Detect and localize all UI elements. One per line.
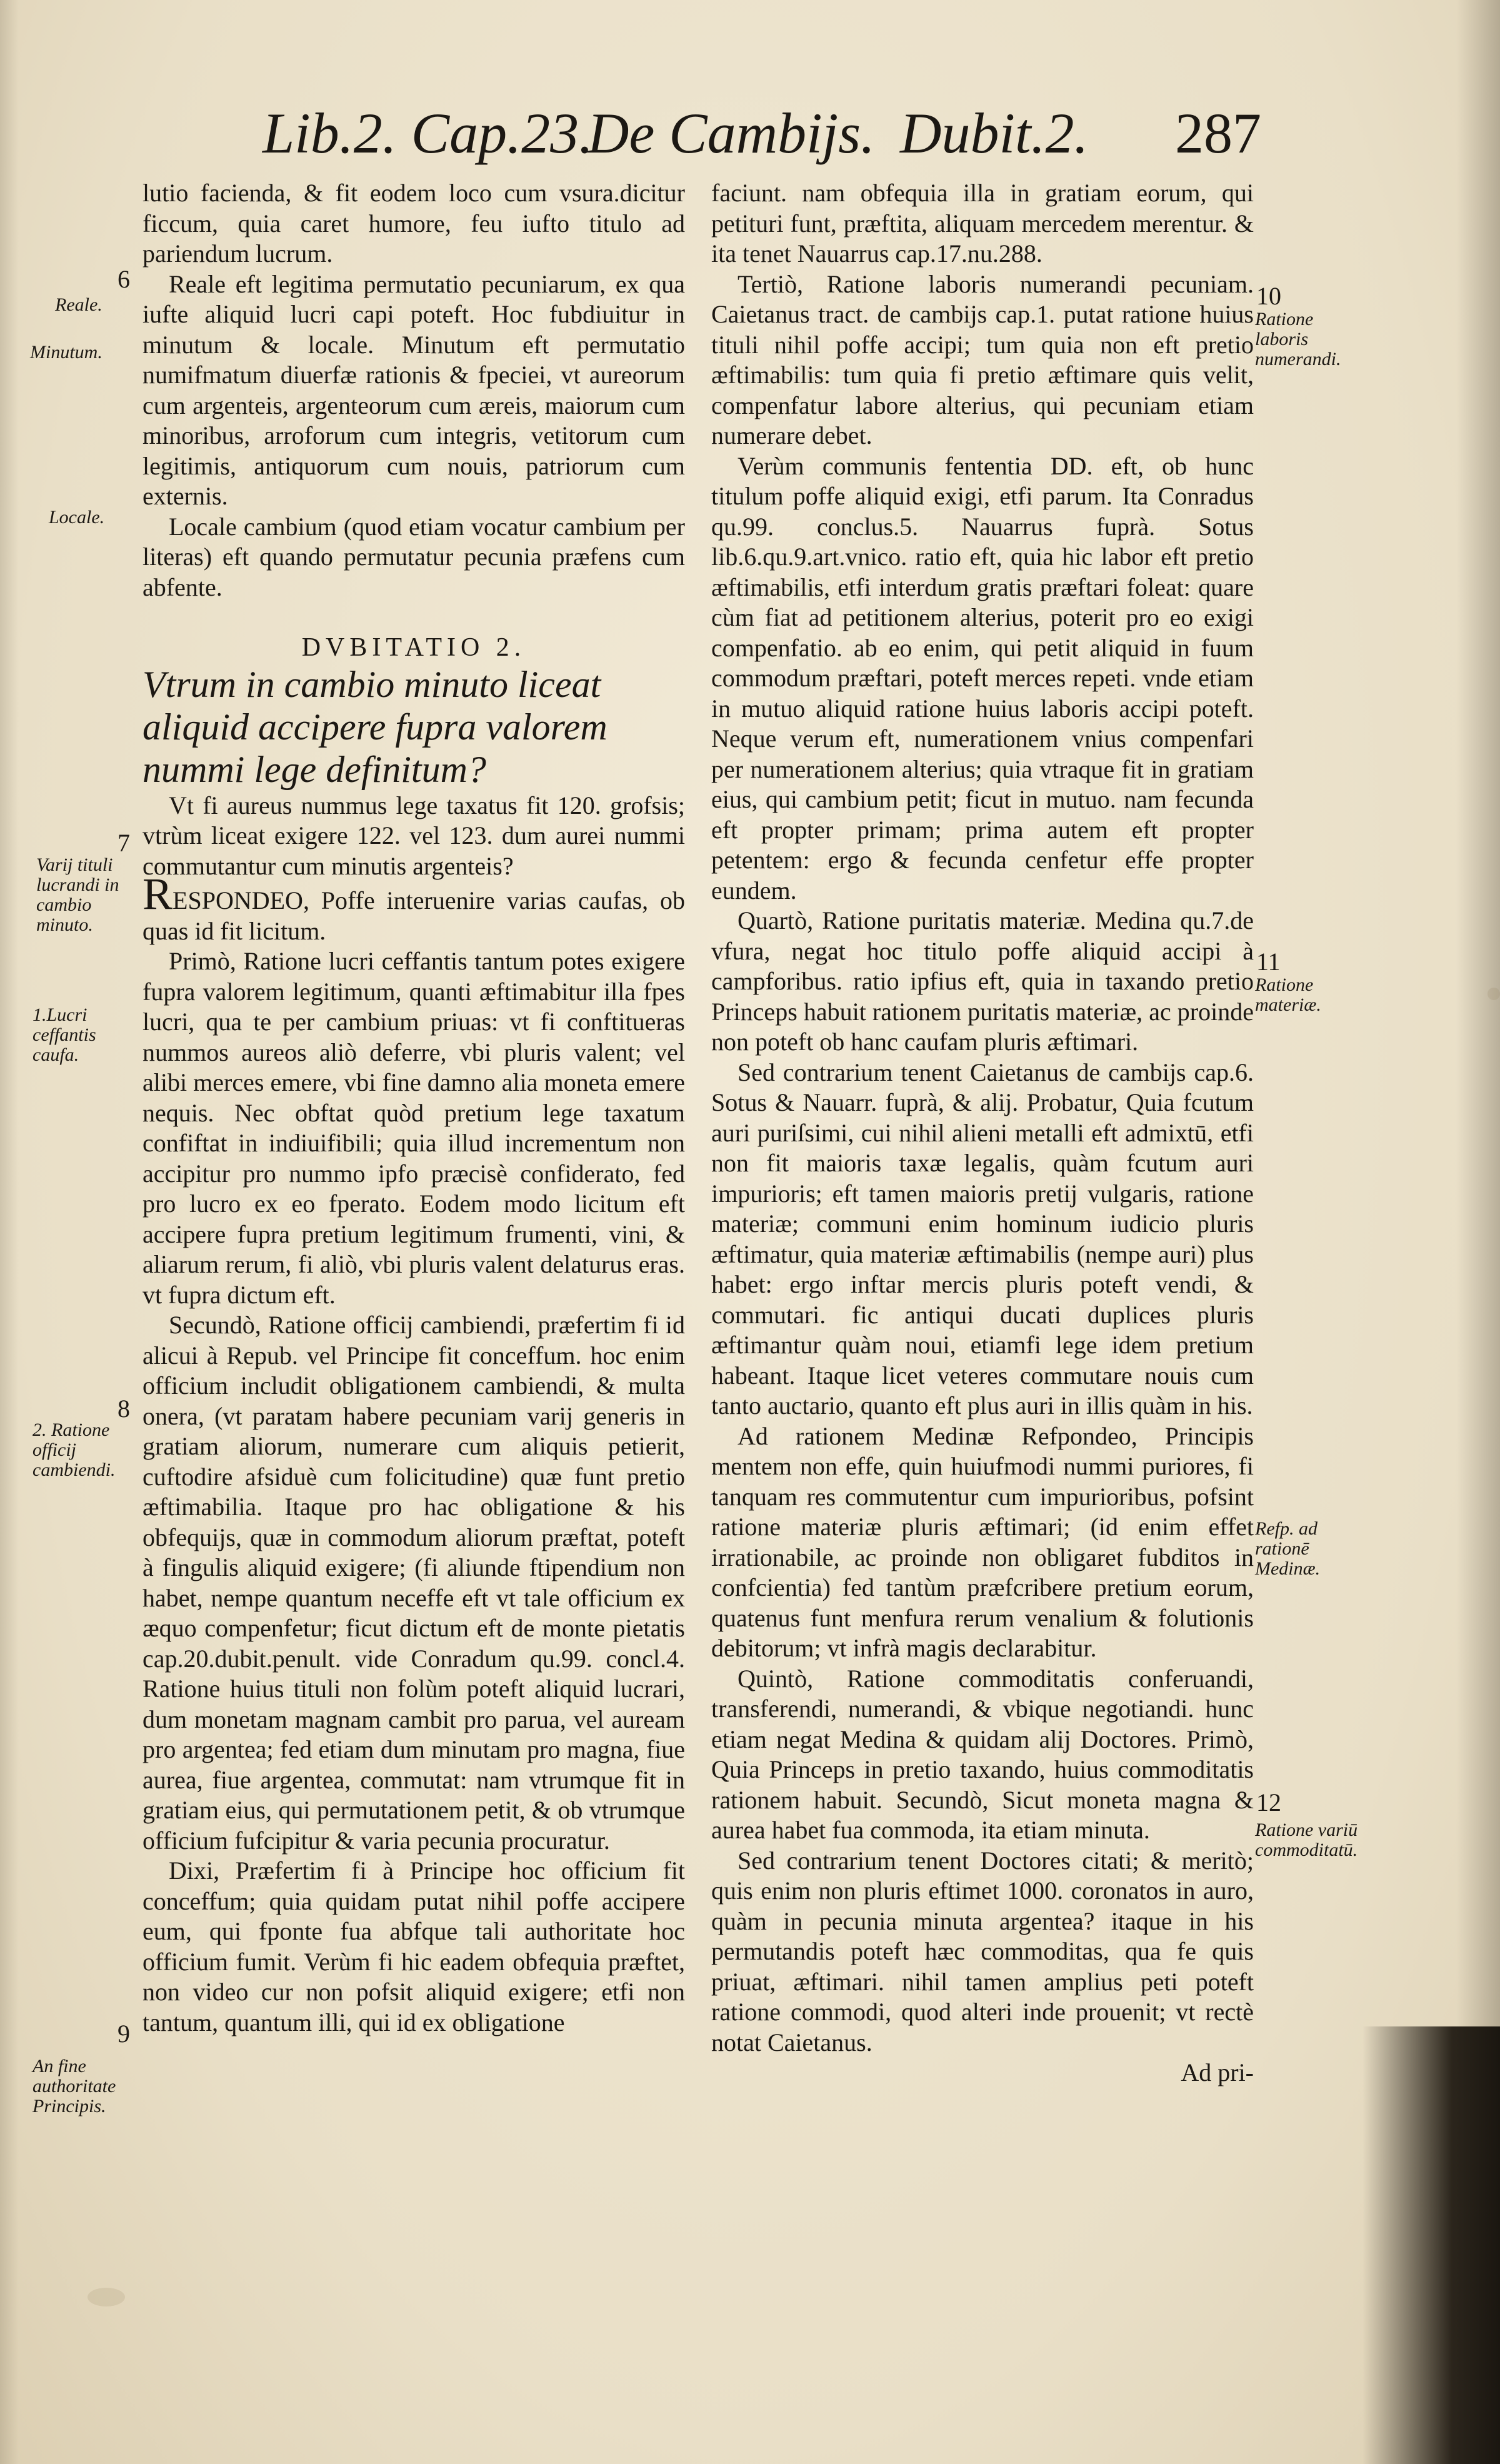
page-number: 287 [1175,101,1261,165]
margin-note-reale: Reale. [55,294,102,315]
margin-note-ratione-officij: 2. Ratione officij cambiendi. [32,1420,116,1480]
left-paragraph-secundo: Secundò, Ratione officij cambiendi, præfertim fi id alicui à Repub. vel Principe fit conceffum. hoc enim officium includit obligationem cambiendi, & multa onera, (vt paratam habere pecuniam varij generis in gratiam aliorum, numerare cum aliquis petierit, cuftodire afsiduè cum folicitudine) quæ funt pretio æftimabilia. Itaque pro hac obligatione & his obfequijs, quæ in commodum aliorum præftat, poteft à fingulis aliquid exigere; (fi aliunde ftipendium non habet, nempe quantum neceffe eft vt tale officium ex æquo compenfetur; ficut dictum eft de monte pietatis cap.20.dubit.penult. vide Conradum qu.99. concl.4. Ratione huius tituli non folùm poteft aliquid lucrari, dum monetam magnam cambit pro parua, vel auream pro argentea; fed etiam dum minutam pro magna, fiue aurea, fiue argentea, commutat: nam vtrumque fit in gratiam eius, qui permutationem petit, & ob vtrumque officium fufcipitur & varia pecunia procuratur. [142,1311,685,1855]
left-paragraph-respondeo [142,869,685,946]
dubitatio-question: Vtrum in cambio minuto liceat aliquid accipere fupra valorem nummi lege definitum? [142,663,608,790]
margin-note-ratione-laboris: Ratione laboris numerandi. [1255,309,1341,369]
margin-note-varij-tituli: Varij tituli lucrandi in cambio minuto. [36,854,119,935]
margin-note-an-sine-authoritate: An fine authoritate Principis. [32,2056,116,2116]
margin-number-7: 7 [118,829,130,857]
dubitatio-heading: DVBITATIO 2. [301,633,526,662]
spacer [142,603,685,633]
right-paragraph-tertio: Tertiò, Ratione laboris numerandi pecuniam. Caietanus tract. de cambijs cap.1. putat ratione huius tituli nihil poffe accipi; tum quia non eft pretio æftimabilis: tum quia fi pretio æftimare quis velit, compenfatur labore alterius, qui pecuniam etiam numerare debet. [711,269,1254,449]
margin-note-ratione-variu: Ratione variū commoditatū. [1255,1820,1358,1860]
right-paragraph-sed-contrarium: Sed contrarium tenent Caietanus de cambijs cap.6. Sotus & Nauarr. fuprà, & alij. Probatur, Quia fcutum auri puriſsimi, cui nihil alieni metalli eft admixtū, etfi non fit maioris taxæ legalis, quàm fcutum auri impurioris; eft tamen maioris pretij vulgaris, ratione materiæ; communi enim hominum iudicio pluris æftimatur, quia materiæ æftimabilis (nempe auri) plus habet: ergo inftar mercis pluris poteft vendi, & commutari. fic antiqui ducati duplices pluris æftimantur quàm noui, etiamfi lege idem pretium habeant. Itaque licet veteres commutare nouis cum tanto auctario, quanto eft plus auri in illis quàm in his. [711,1058,1254,1420]
ink-dot [1488,988,1500,1000]
right-paragraph-1: faciunt. nam obfequia illa in gratiam eorum, qui petituri funt, præftita, aliquam mercedem merentur. & ita tenet Nauarrus cap.17.nu.288. [711,179,1254,268]
running-head [262,100,1262,175]
right-paragraph-quarto: Quartò, Ratione puritatis materiæ. Medina qu.7.de vfura, negat hoc titulo poffe aliquid accipi à campforibus. ratio ipfius eft, quia in taxando pretio Princeps habuit rationem puritatis materiæ, ac proinde non poteft ob hanc caufam pluris æftimari. [711,906,1254,1056]
head-title: De Cambijs. [588,101,875,165]
left-paragraph-1: lutio facienda, & fit eodem loco cum vsura.dicitur ficcum, quia caret humore, feu iufto titulo ad pariendum lucrum. [142,179,685,268]
margin-number-10: 10 [1256,282,1281,310]
left-paragraph-example: Vt fi aureus nummus lege taxatus fit 120. grofsis; vtrùm liceat exigere 122. vel 123. dum aurei nummi commutantur cum minutis argenteis? [142,791,685,880]
page-corner-shadow [1362,2026,1500,2464]
margin-note-locale: Locale. [49,507,105,528]
margin-number-12: 12 [1256,1788,1281,1816]
page-left-shadow [0,0,19,2464]
head-dubitatio: Dubit.2. [900,101,1089,165]
right-paragraph-sed-contrarium-2: Sed contrarium tenent Doctores citati; & meritò; quis enim non pluris eftimet 1000. coronatos in auro, quàm in pecunia minuta argentea? itaque in his permutandis poteft hæc commoditas, qua fe quis priuat, æftimari. nihil tamen amplius peti poteft ratione commodi, quod alteri inde prouenit; vt rectè notat Caietanus. [711,1846,1254,2056]
respondeo-text: ESPONDEO, Poffe interuenire varias caufas, ob quas id fit licitum. [142,886,685,945]
left-paragraph-locale: Locale cambium (quod etiam vocatur cambium per literas) eft quando permutatur pecunia præfens cum abfente. [142,512,685,601]
margin-note-minutum: Minutum. [30,342,102,363]
right-column [711,178,1254,2088]
left-paragraph-primo: Primò, Ratione lucri ceffantis tantum potes exigere fupra valorem legitimum, quanti æftimabitur illa fpes lucri, qua te per cambium priuas: vt fi conftitueras nummos aureos aliò deferre, vbi pluris valent; vel alibi merces emere, vbi fine damno alia moneta emere nequis. Nec obftat quòd pretium lege taxatum confiftat in indiuifibili; quia illud incrementum non accipitur pro nummo ipfo præcisè confiderato, fed pro lucro ex eo fperato. Eodem modo licitum eft accipere fupra pretium legitimum frumenti, vini, & aliarum rerum, fi aliò, vbi pluris valent delaturus eras. vt fupra dictum eft. [142,947,685,1309]
margin-note-resp-medinae: Refp. ad rationē Medinæ. [1255,1518,1321,1579]
right-paragraph-ad-rationem: Ad rationem Medinæ Refpondeo, Principis mentem non effe, quin huiufmodi nummi puriores, fi tanquam res commutentur cum impurioribus, pofsint ratione materiæ pluris æftimari; (id enim effet irrationabile, ac proinde non obligaret fubditos in confcientia) fed tantùm præfcribere pretium eorum, quatenus funt menfura rerum venalium & folutionis debitorum; vt infrà magis declarabitur. [711,1421,1254,1662]
margin-number-11: 11 [1256,948,1281,976]
margin-number-8: 8 [118,1395,130,1423]
left-column [142,178,685,2038]
margin-number-6: 6 [118,265,130,293]
margin-note-ratione-materiae: Ratione materiæ. [1255,974,1321,1015]
margin-note-lucri-cessantis: 1.Lucri ceffantis caufa. [32,1004,96,1065]
ink-blot [88,2288,125,2306]
catchword: Ad pri- [1181,2058,1254,2086]
drop-cap: R [142,869,173,919]
right-paragraph-verum: Verùm communis fententia DD. eft, ob hunc titulum poffe aliquid exigi, etfi parum. Ita Conradus qu.99. conclus.5. Nauarrus fuprà. Sotus lib.6.qu.9.art.vnico. ratio eft, quia hic labor eft pretio æftimabilis, etfi interdum gratis præftari foleat: quare cùm fiat ad petitionem alterius, poterit pro eo exigi compenfatio. ab eo enim, qui petit aliquid in fuum commodum præftari, poteft merces repeti. vnde etiam in mutuo aliquid ratione huius laboris accipi poteft. Neque verum eft, numerationem vnius compenfari per numerationem alterius; quia vtraque fit in gratiam eius, qui cambium petit; ficut in mutuo. nam fecunda eft propter primam; prima autem eft propter petentem: ergo & fecunda cenfetur effe propter eundem. [711,451,1254,904]
left-paragraph-dixi: Dixi, Præfertim fi à Principe hoc officium fit conceffum; quia quidam putat nihil poffe accipere eum, qui fponte fua abfque tali authoritate hoc officium fumit. Verùm fi hic eadem obfequia præftet, non video cur non pofsit aliquid exigere; etfi non tantum, quantum illi, qui id ex obligatione [142,1856,685,2036]
margin-number-9: 9 [118,2020,130,2048]
left-paragraph-reale: Reale eft legitima permutatio pecuniarum, ex qua iufte aliquid lucri capi poteft. Hoc fubdiuitur in minutum & locale. Minutum eft permutatio numifmatum diuerfæ rationis & fpeciei, vt aureorum cum argenteis, argenteorum cum æreis, maiorum cum minoribus, arroforum cum integris, vetitorum cum legitimis, antiquorum cum nouis, patriorum cum externis. [142,269,685,510]
right-paragraph-quinto: Quintò, Ratione commoditatis conferuandi, transferendi, numerandi, & vbique negotiandi. hunc etiam negat Medina & quidam alij Doctores. Primò, Quia Princeps in pretio taxando, huius commoditatis rationem habuit. Secundò, Sicut moneta magna & aurea habet fua commoda, ita etiam minuta. [711,1664,1254,1844]
head-book-chapter: Lib.2. Cap.23. [262,101,594,165]
